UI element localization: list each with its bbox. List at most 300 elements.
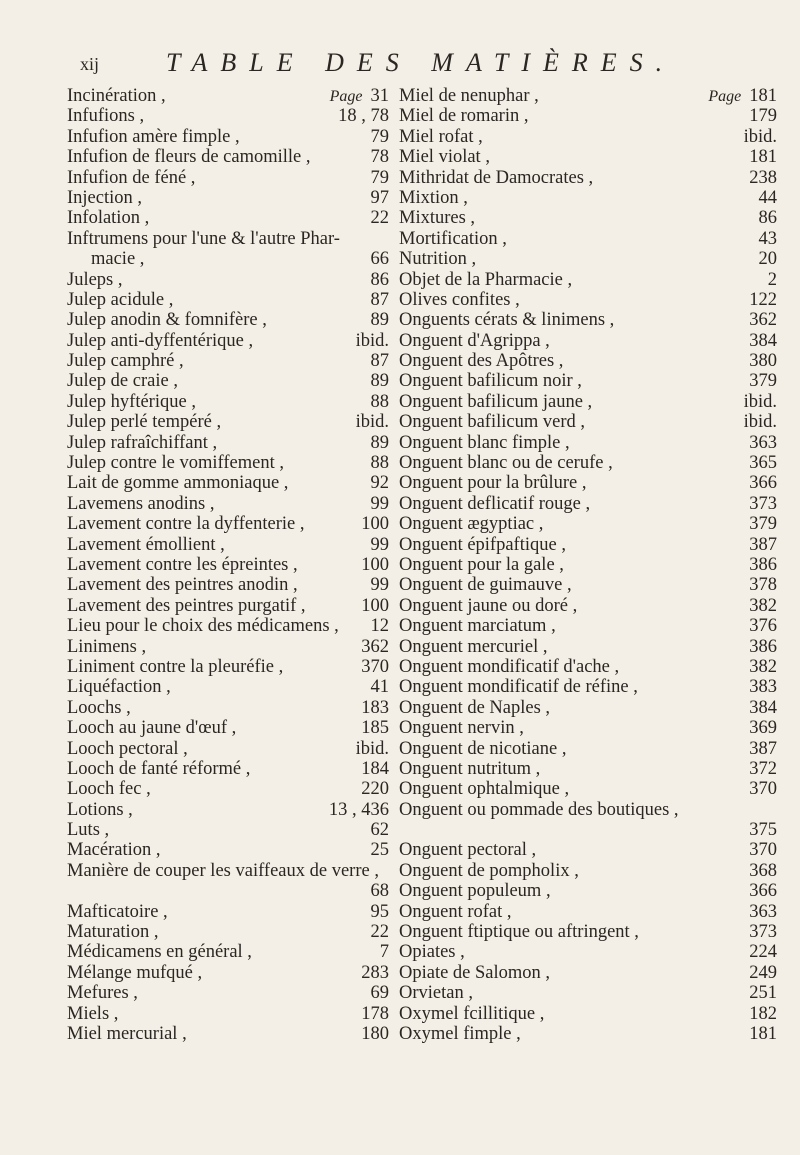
index-entry (67, 616, 389, 636)
page-number-ref: 68 (370, 881, 389, 902)
index-entry (67, 535, 389, 555)
page-number-ref: 86 (758, 208, 777, 229)
index-entry (67, 902, 389, 922)
entry-term: Onguent mercuriel , (399, 636, 548, 657)
index-entry (399, 514, 777, 534)
page-number-ref: 99 (370, 534, 389, 555)
entry-page-ref (371, 270, 390, 290)
entry-term: Lotions , (67, 799, 133, 820)
entry-term: Onguents cérats & linimens , (399, 310, 615, 331)
index-entry (67, 473, 389, 493)
entry-term: Onguent marciatum , (399, 616, 556, 637)
index-entry (399, 942, 777, 962)
entry-term: Nutrition , (399, 249, 477, 270)
entry-page-ref (371, 310, 390, 330)
entry-term: Lait de gomme ammoniaque , (67, 473, 289, 494)
page-number-ref: 372 (749, 758, 777, 779)
index-entry (67, 555, 389, 575)
page-number-ref: 79 (370, 126, 389, 147)
index-entry (67, 127, 389, 147)
entry-page-ref (371, 392, 390, 412)
entry-term: Miel mercurial , (67, 1023, 187, 1044)
entry-page-ref (744, 412, 777, 432)
index-entry (399, 881, 777, 901)
page-number-ref: 43 (758, 228, 777, 249)
index-entry (67, 718, 389, 738)
entry-term: Miels , (67, 1003, 119, 1024)
page-number-ref: 92 (370, 473, 389, 494)
entry-page-ref (759, 188, 778, 208)
entry-page-ref (749, 637, 777, 657)
entry-page-ref (361, 759, 389, 779)
entry-page-ref (371, 168, 390, 188)
entry-page-ref (744, 127, 777, 147)
index-entry (399, 677, 777, 697)
index-entry (399, 371, 777, 391)
index-entry (67, 514, 389, 534)
index-entry (399, 535, 777, 555)
page-number-ref: 379 (749, 514, 777, 535)
entry-page-ref (361, 1024, 389, 1044)
entry-term: Onguent mondificatif d'ache , (399, 656, 620, 677)
entry-page-ref (749, 351, 777, 371)
entry-term: Julep camphré , (67, 351, 184, 372)
entry-term: Oxymel fimple , (399, 1023, 521, 1044)
entry-page-ref (749, 677, 777, 697)
index-column-right (399, 86, 777, 1044)
index-entry (399, 820, 777, 840)
index-entry (399, 473, 777, 493)
index-entry (399, 779, 777, 799)
entry-page-ref (371, 820, 390, 840)
entry-term: Linimens , (67, 636, 147, 657)
index-entry (67, 168, 389, 188)
entry-term: Julep de craie , (67, 371, 178, 392)
page-number-ref: 375 (749, 820, 777, 841)
entry-page-ref (371, 902, 390, 922)
entry-term: Julep hyftérique , (67, 391, 196, 412)
index-entry (67, 229, 389, 249)
entry-page-ref (361, 657, 389, 677)
page-number-ref: 383 (749, 677, 777, 698)
entry-page-ref (356, 412, 389, 432)
entry-term: Macération , (67, 840, 161, 861)
entry-page-ref (749, 1004, 777, 1024)
entry-term: Onguent d'Agrippa , (399, 330, 550, 351)
entry-term: Juleps , (67, 269, 123, 290)
entry-term: Onguent pour la gale , (399, 554, 564, 575)
page-number-ref: 363 (749, 432, 777, 453)
entry-term: Onguent blanc fimple , (399, 432, 570, 453)
entry-page-ref (759, 229, 778, 249)
entry-term: Olives confites , (399, 289, 520, 310)
page-number-ref: 122 (749, 289, 777, 310)
index-entry (67, 657, 389, 677)
index-entry (67, 840, 389, 860)
index-entry (67, 922, 389, 942)
entry-term: Onguent des Apôtres , (399, 351, 564, 372)
entry-term: Onguent ægyptiac , (399, 514, 544, 535)
entry-page-ref (749, 779, 777, 799)
entry-term: Julep perlé tempéré , (67, 412, 222, 433)
entry-page-ref (768, 270, 777, 290)
page-number-ref: 384 (749, 330, 777, 351)
page-number-ref: 382 (749, 656, 777, 677)
index-entry (67, 861, 389, 881)
page-number-ref: 97 (370, 187, 389, 208)
entry-page-ref (749, 473, 777, 493)
entry-term: Lavement contre la dyffenterie , (67, 514, 305, 535)
index-entry (67, 392, 389, 412)
page-number-ref: 20 (758, 249, 777, 270)
entry-term: Julep anti-dyffentérique , (67, 330, 254, 351)
entry-term: Lavement émollient , (67, 534, 225, 555)
page-number-ref: 249 (749, 962, 777, 983)
entry-page-ref (371, 147, 390, 167)
page-number-ref: 386 (749, 636, 777, 657)
entry-term: Onguent de pompholix , (399, 860, 579, 881)
index-entry (67, 188, 389, 208)
index-entry (67, 942, 389, 962)
index-entry (399, 433, 777, 453)
index-entry (399, 616, 777, 636)
entry-page-ref (749, 759, 777, 779)
index-entry (67, 596, 389, 616)
index-entry (67, 983, 389, 1003)
index-entry (67, 371, 389, 391)
page-number-ref: 99 (370, 575, 389, 596)
entry-term: Onguent ou pommade des boutiques , (399, 799, 679, 820)
page-number-ref: 224 (749, 942, 777, 963)
index-entry (399, 596, 777, 616)
page-number-ref: 95 (370, 901, 389, 922)
entry-page-ref (361, 637, 389, 657)
index-entry (399, 147, 777, 167)
page-header (80, 46, 780, 86)
page-number-ref: 366 (749, 881, 777, 902)
page-number-ref: ibid. (743, 126, 777, 147)
entry-term: Mortification , (399, 228, 507, 249)
page-number-ref: 89 (370, 310, 389, 331)
index-entry (399, 392, 777, 412)
entry-page-ref (759, 249, 778, 269)
index-entry (67, 779, 389, 799)
page-number-ref: 251 (749, 983, 777, 1004)
index-entry (399, 412, 777, 432)
entry-page-ref (749, 983, 777, 1003)
index-entry (399, 759, 777, 779)
index-entry (399, 290, 777, 310)
entry-page-ref (371, 575, 390, 595)
index-entry (67, 637, 389, 657)
index-entry (399, 229, 777, 249)
entry-page-ref (361, 555, 389, 575)
page-number-ref: 89 (370, 432, 389, 453)
entry-term: Infufion amère fimple , (67, 126, 240, 147)
entry-page-ref (749, 494, 777, 514)
entry-term: macie , (91, 249, 145, 270)
index-entry (67, 575, 389, 595)
page-number-ref: 220 (361, 779, 389, 800)
entry-page-ref (356, 331, 389, 351)
page-number-ref: 25 (370, 840, 389, 861)
entry-page-ref (361, 718, 389, 738)
entry-term: Onguent nervin , (399, 718, 524, 739)
index-entry (399, 718, 777, 738)
index-entry (399, 800, 777, 820)
page-number-ref: 183 (361, 697, 389, 718)
page-number-ref: 378 (749, 575, 777, 596)
entry-page-ref (749, 820, 777, 840)
index-entry (399, 1024, 777, 1044)
entry-page-ref (749, 575, 777, 595)
index-entry (67, 310, 389, 330)
entry-term: Miel rofat , (399, 126, 483, 147)
entry-page-ref (338, 106, 389, 126)
entry-page-ref (749, 290, 777, 310)
entry-page-ref (380, 942, 389, 962)
index-entry (67, 290, 389, 310)
entry-page-ref (371, 433, 390, 453)
entry-term: Objet de la Pharmacie , (399, 269, 573, 290)
entry-term: Orvietan , (399, 983, 473, 1004)
entry-term: Onguent ophtalmique , (399, 779, 570, 800)
entry-term: Onguent pour la brûlure , (399, 473, 587, 494)
index-entry (399, 698, 777, 718)
index-entry (399, 208, 777, 228)
entry-page-ref (371, 249, 390, 269)
entry-page-ref (749, 657, 777, 677)
entry-term: Miel de romarin , (399, 106, 529, 127)
entry-page-ref (749, 371, 777, 391)
entry-page-ref (361, 698, 389, 718)
entry-page-ref (371, 616, 390, 636)
page-number-ref: 362 (361, 636, 389, 657)
page-number-ref: 66 (370, 249, 389, 270)
page-number-ref: 178 (361, 1003, 389, 1024)
entry-page-ref (749, 168, 777, 188)
entry-term: Onguent rofat , (399, 901, 512, 922)
page-number-ref: 89 (370, 371, 389, 392)
entry-page-ref (330, 86, 389, 107)
page-number-ref: 184 (361, 758, 389, 779)
page-number-ref: 387 (749, 738, 777, 759)
entry-page-ref (361, 596, 389, 616)
page-number-ref: 41 (370, 677, 389, 698)
entry-page-ref (749, 1024, 777, 1044)
entry-term: Julep acidule , (67, 289, 174, 310)
index-entry (67, 208, 389, 228)
entry-term: Onguent ftiptique ou aftringent , (399, 922, 639, 943)
index-entry (67, 270, 389, 290)
entry-page-ref (749, 616, 777, 636)
page-number-ref: 79 (370, 167, 389, 188)
entry-term: Miel violat , (399, 147, 490, 168)
entry-term: Mixtures , (399, 208, 476, 229)
entry-term: Liniment contre la pleuréfie , (67, 656, 284, 677)
entry-term: Injection , (67, 187, 143, 208)
index-entry (67, 494, 389, 514)
entry-page-ref (749, 942, 777, 962)
entry-page-ref (371, 473, 390, 493)
page-number-ref: 18 , 78 (338, 106, 389, 127)
entry-term: Mithridat de Damocrates , (399, 167, 594, 188)
entry-page-ref (329, 800, 389, 820)
page-number-ref: 365 (749, 453, 777, 474)
entry-term: Onguent de guimauve , (399, 575, 572, 596)
entry-term: Onguent nutritum , (399, 758, 541, 779)
page-number-ref: ibid. (355, 330, 389, 351)
entry-page-ref (371, 208, 390, 228)
page-number-ref: 370 (361, 656, 389, 677)
entry-page-ref (708, 86, 777, 107)
index-entry (399, 555, 777, 575)
entry-term: Onguent bafilicum verd , (399, 412, 585, 433)
entry-term: Oxymel fcillitique , (399, 1003, 545, 1024)
index-entry (399, 840, 777, 860)
index-entry (399, 637, 777, 657)
index-entry (399, 310, 777, 330)
index-entry (399, 739, 777, 759)
page-number-ref: ibid. (743, 412, 777, 433)
entry-term: Onguent deflicatif rouge , (399, 493, 591, 514)
page-number-ref: 22 (370, 922, 389, 943)
entry-page-ref (749, 739, 777, 759)
page-number-ref: 370 (749, 779, 777, 800)
page-number-ref: ibid. (355, 412, 389, 433)
index-entry (67, 698, 389, 718)
entry-term: Maturation , (67, 922, 159, 943)
index-entry (67, 963, 389, 983)
index-entry (399, 188, 777, 208)
entry-page-ref (749, 881, 777, 901)
index-entry (67, 351, 389, 371)
page-number-ref: 369 (749, 718, 777, 739)
index-entry (67, 820, 389, 840)
entry-page-ref (361, 779, 389, 799)
entry-page-ref (371, 494, 390, 514)
index-entry (67, 881, 389, 901)
entry-page-ref (749, 106, 777, 126)
entry-term: Opiate de Salomon , (399, 962, 551, 983)
entry-term: Lavement des peintres anodin , (67, 575, 298, 596)
index-entry (399, 1004, 777, 1024)
index-entry (399, 494, 777, 514)
entry-term: Onguent bafilicum jaune , (399, 391, 593, 412)
entry-term: Onguent épifpaftique , (399, 534, 566, 555)
index-entry (399, 983, 777, 1003)
page-number-ref: 179 (749, 106, 777, 127)
page-number-ref: 78 (370, 147, 389, 168)
entry-term: Loochs , (67, 697, 131, 718)
page-number-ref: 384 (749, 697, 777, 718)
entry-page-ref (371, 127, 390, 147)
index-entry (67, 677, 389, 697)
page-number-ref: 379 (749, 371, 777, 392)
index-entry (399, 168, 777, 188)
page-prefix: Page (708, 88, 742, 105)
page-number-ref: 386 (749, 554, 777, 575)
entry-page-ref (749, 453, 777, 473)
entry-term: Julep contre le vomiffement , (67, 453, 284, 474)
entry-page-ref (371, 188, 390, 208)
index-entry (67, 106, 389, 126)
entry-term: Onguent de Naples , (399, 697, 551, 718)
page-number-ref: 182 (749, 1003, 777, 1024)
index-entry (399, 575, 777, 595)
entry-page-ref (759, 208, 778, 228)
page-number-ref: 181 (749, 1023, 777, 1044)
page-number-ref: 376 (749, 616, 777, 637)
index-entry (67, 759, 389, 779)
entry-term: Onguent mondificatif de réfine , (399, 677, 638, 698)
index-entry (67, 86, 389, 106)
entry-term: Mafticatoire , (67, 901, 168, 922)
page-number-ref: 370 (749, 840, 777, 861)
page-number-ref: 86 (370, 269, 389, 290)
page-number-ref: 7 (379, 942, 389, 963)
entry-page-ref (749, 147, 777, 167)
index-entry (67, 433, 389, 453)
page-number-ref: 238 (749, 167, 777, 188)
entry-term: Lavemens anodins , (67, 493, 215, 514)
index-entry (399, 963, 777, 983)
entry-page-ref (749, 718, 777, 738)
entry-term: Mélange mufqué , (67, 962, 203, 983)
entry-page-ref (356, 739, 389, 759)
entry-term: Looch pectoral , (67, 738, 188, 759)
entry-page-ref (371, 535, 390, 555)
page-number-ref: 373 (749, 493, 777, 514)
entry-term: Infufion de fleurs de camomille , (67, 147, 311, 168)
index-entry (67, 739, 389, 759)
entry-term: Miel de nenuphar , (399, 86, 539, 106)
entry-page-ref (744, 392, 777, 412)
index-entry (67, 147, 389, 167)
page-number-ref: 2 (767, 269, 777, 290)
page-number-ref: 368 (749, 860, 777, 881)
page-number-ref: 87 (370, 351, 389, 372)
page-prefix: Page (329, 88, 363, 105)
page-number-ref: 181 (749, 147, 777, 168)
entry-term: Onguent populeum , (399, 881, 551, 902)
page-number-ref: 100 (361, 595, 389, 616)
entry-term: Luts , (67, 820, 110, 841)
entry-term: Onguent bafilicum noir , (399, 371, 582, 392)
entry-page-ref (371, 371, 390, 391)
index-column-left (67, 86, 389, 1044)
entry-page-ref (749, 514, 777, 534)
entry-term: Infolation , (67, 208, 150, 229)
entry-page-ref (749, 535, 777, 555)
index-entry (399, 106, 777, 126)
entry-term: Liquéfaction , (67, 677, 171, 698)
index-entry (399, 127, 777, 147)
entry-term: Mefures , (67, 983, 138, 1004)
index-entry (399, 922, 777, 942)
page-number-ref: 100 (361, 554, 389, 575)
entry-term: Médicamens en général , (67, 942, 252, 963)
page-number-ref: 88 (370, 453, 389, 474)
entry-term: Julep anodin & fomnifère , (67, 310, 267, 331)
entry-term: Onguent pectoral , (399, 840, 537, 861)
page-number-ref: 87 (370, 289, 389, 310)
entry-term: Julep rafraîchiffant , (67, 432, 218, 453)
entry-term: Inftrumens pour l'une & l'autre Phar- (67, 228, 340, 249)
entry-page-ref (749, 902, 777, 922)
entry-page-ref (371, 453, 390, 473)
entry-term: Onguent blanc ou de cerufe , (399, 453, 613, 474)
